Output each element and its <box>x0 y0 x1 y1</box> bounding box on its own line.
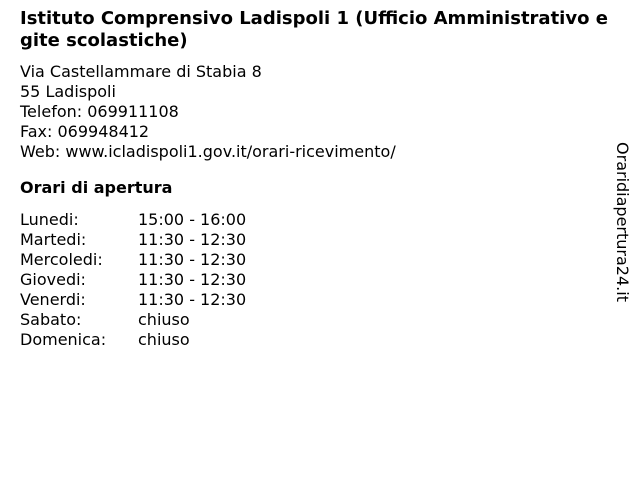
opening-hours-heading: Orari di apertura <box>20 178 173 197</box>
hours-row <box>20 310 246 330</box>
hours-time: 11:30 - 12:30 <box>138 290 247 309</box>
hours-row <box>20 230 246 250</box>
website-link[interactable]: Web: www.icladispoli1.gov.it/orari-ricevimento/ <box>20 142 396 161</box>
hours-row <box>20 330 246 350</box>
hours-row <box>20 290 246 310</box>
page-title: Istituto Comprensivo Ladispoli 1 (Ufficio Amministrativo e gite scolastiche) <box>20 8 608 51</box>
hours-day: Domenica: <box>20 330 107 349</box>
hours-row <box>20 210 246 230</box>
hours-time: 15:00 - 16:00 <box>138 210 247 229</box>
phone-number: Telefon: 069911108 <box>20 102 179 121</box>
listing-content <box>20 8 610 350</box>
hours-day: Martedi: <box>20 230 87 249</box>
hours-time: chiuso <box>138 330 190 349</box>
hours-day: Venerdi: <box>20 290 86 309</box>
fax-number: Fax: 069948412 <box>20 122 150 141</box>
hours-day: Giovedi: <box>20 270 86 289</box>
opening-hours-table <box>20 210 246 350</box>
hours-time: chiuso <box>138 310 190 329</box>
hours-row <box>20 270 246 290</box>
hours-row <box>20 250 246 270</box>
address-street: Via Castellammare di Stabia 8 <box>20 62 262 81</box>
brand-label: Oraridiapertura24.it <box>613 142 633 302</box>
hours-day: Sabato: <box>20 310 82 329</box>
hours-time: 11:30 - 12:30 <box>138 230 247 249</box>
hours-time: 11:30 - 12:30 <box>138 250 247 269</box>
hours-time: 11:30 - 12:30 <box>138 270 247 289</box>
brand-watermark <box>604 136 640 308</box>
hours-day: Mercoledi: <box>20 250 103 269</box>
address-city: 55 Ladispoli <box>20 82 116 101</box>
hours-day: Lunedi: <box>20 210 79 229</box>
contact-info <box>20 62 610 162</box>
